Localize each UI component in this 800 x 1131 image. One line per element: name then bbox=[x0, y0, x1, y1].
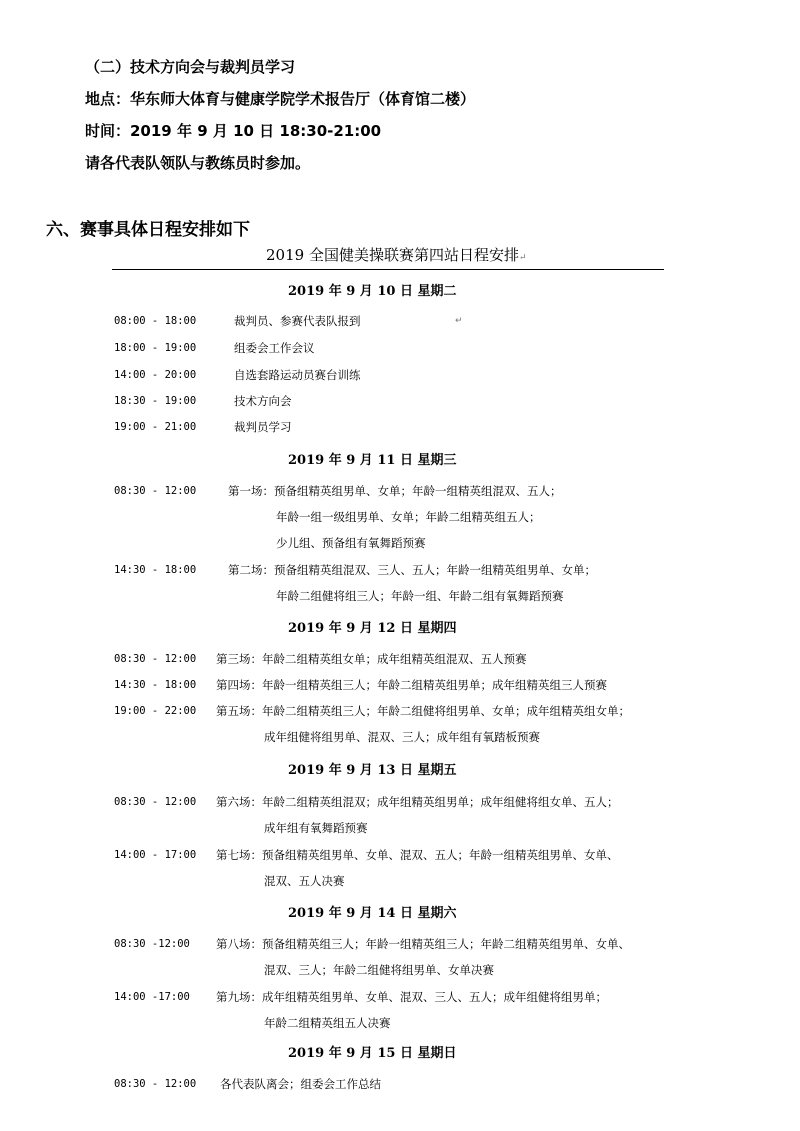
session-desc: 第六场：年龄二组精英组混双；成年组精英组男单；成年组健将组女单、五人； bbox=[216, 795, 619, 809]
session-desc-cont: 混双、五人决赛 bbox=[264, 874, 345, 888]
session-time: 08:30 - 12:00 bbox=[114, 485, 197, 497]
paragraph-mark-icon: ↵ bbox=[518, 253, 527, 263]
session-desc-cont: 成年组健将组男单、混双、三人；成年组有氧踏板预赛 bbox=[264, 730, 540, 744]
meeting-time: 时间：2019 年 9 月 10 日 18:30-21:00 bbox=[85, 122, 382, 140]
day-heading: 2019 年 9 月 15 日 星期日 bbox=[288, 1046, 457, 1061]
session-desc: 各代表队离会；组委会工作总结 bbox=[220, 1077, 381, 1091]
session-desc-cont: 混双、三人；年龄二组健将组男单、女单决赛 bbox=[264, 963, 494, 977]
session-desc: 第四场：年龄一组精英组三人；年龄二组精英组男单；成年组精英组三人预赛 bbox=[216, 678, 607, 692]
paragraph-mark-icon: ↵ bbox=[455, 316, 463, 326]
day-heading: 2019 年 9 月 14 日 星期六 bbox=[288, 906, 457, 921]
session-time: 18:00 - 19:00 bbox=[114, 342, 197, 354]
day-heading: 2019 年 9 月 11 日 星期三 bbox=[288, 453, 457, 468]
day-heading: 2019 年 9 月 10 日 星期二 bbox=[288, 284, 457, 299]
session-desc-cont: 成年组有氧舞蹈预赛 bbox=[264, 821, 368, 835]
day-heading: 2019 年 9 月 13 日 星期五 bbox=[288, 763, 457, 778]
session-desc: 第二场：预备组精英组混双、三人、五人；年龄一组精英组男单、女单； bbox=[228, 563, 596, 577]
session-desc-cont: 少儿组、预备组有氧舞蹈预赛 bbox=[276, 536, 426, 550]
session-time: 08:30 - 12:00 bbox=[114, 653, 197, 665]
session-time: 14:00 - 17:00 bbox=[114, 849, 197, 861]
session-desc: 自选套路运动员赛台训练 bbox=[234, 368, 361, 382]
session-desc-cont: 年龄二组精英组五人决赛 bbox=[264, 1016, 391, 1030]
session-desc: 技术方向会 bbox=[234, 394, 292, 408]
session-desc: 组委会工作会议 bbox=[234, 341, 315, 355]
session-desc: 裁判员、参赛代表队报到 bbox=[234, 314, 361, 328]
session-desc-cont: 年龄一组一级组男单、女单；年龄二组精英组五人； bbox=[276, 510, 541, 524]
session-time: 14:30 - 18:00 bbox=[114, 679, 197, 691]
session-time: 18:30 - 19:00 bbox=[114, 395, 197, 407]
session-desc: 第七场：预备组精英组男单、女单、混双、五人；年龄一组精英组男单、女单、 bbox=[216, 848, 619, 862]
session-desc: 裁判员学习 bbox=[234, 420, 292, 434]
schedule-section-heading: 六、赛事具体日程安排如下 bbox=[46, 220, 250, 240]
session-desc: 第五场：年龄二组精英组三人；年龄二组健将组男单、女单；成年组精英组女单； bbox=[216, 704, 630, 718]
session-desc: 第九场：成年组精英组男单、女单、混双、三人、五人；成年组健将组男单； bbox=[216, 990, 607, 1004]
session-desc: 第一场：预备组精英组男单、女单；年龄一组精英组混双、五人； bbox=[228, 484, 562, 498]
session-time: 14:30 - 18:00 bbox=[114, 564, 197, 576]
session-desc: 第三场：年龄二组精英组女单；成年组精英组混双、五人预赛 bbox=[216, 652, 527, 666]
schedule-title-text: 2019 全国健美操联赛第四站日程安排 bbox=[266, 246, 519, 264]
schedule-title bbox=[266, 244, 527, 265]
session-time: 14:00 - 20:00 bbox=[114, 369, 197, 381]
technical-meeting-heading: （二）技术方向会与裁判员学习 bbox=[85, 58, 296, 76]
session-time: 19:00 - 22:00 bbox=[114, 705, 197, 717]
day-heading: 2019 年 9 月 12 日 星期四 bbox=[288, 621, 457, 636]
title-underline bbox=[112, 269, 664, 270]
session-time: 19:00 - 21:00 bbox=[114, 421, 197, 433]
session-time: 14:00 -17:00 bbox=[114, 991, 190, 1003]
session-desc-cont: 年龄二组健将组三人；年龄一组、年龄二组有氧舞蹈预赛 bbox=[276, 589, 564, 603]
meeting-location: 地点：华东师大体育与健康学院学术报告厅（体育馆二楼） bbox=[85, 90, 476, 108]
session-time: 08:30 - 12:00 bbox=[114, 796, 197, 808]
session-time: 08:30 -12:00 bbox=[114, 938, 190, 950]
session-time: 08:30 - 12:00 bbox=[114, 1078, 197, 1090]
session-time: 08:00 - 18:00 bbox=[114, 315, 197, 327]
session-desc: 第八场：预备组精英组三人；年龄一组精英组三人；年龄二组精英组男单、女单、 bbox=[216, 937, 630, 951]
meeting-note: 请各代表队领队与教练员时参加。 bbox=[85, 154, 311, 172]
